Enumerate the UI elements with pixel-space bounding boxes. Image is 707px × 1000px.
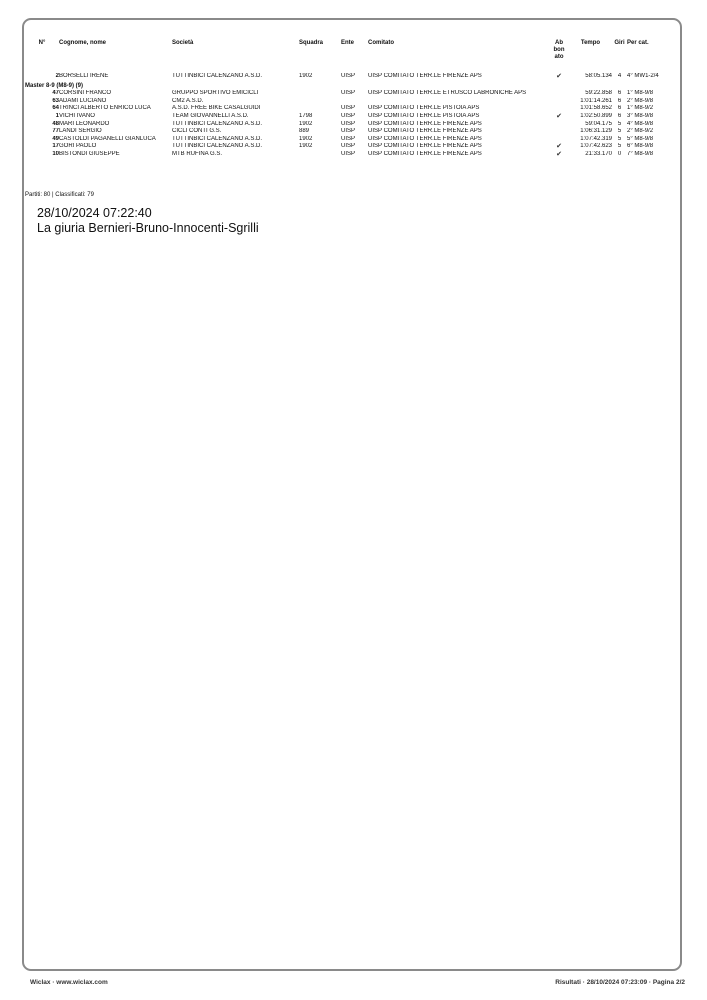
cell-committee: UISP COMITATO TERR.LE FIRENZE APS	[368, 143, 482, 150]
header-name: Cognome, nome	[59, 40, 107, 46]
cell-ente: UISP	[341, 120, 356, 127]
table-header-row	[25, 40, 685, 61]
cell-club: A.S.D. FREE BIKE CASALGUIDI	[172, 105, 261, 112]
cell-ente: UISP	[341, 73, 356, 79]
cell-ente: UISP	[341, 105, 356, 112]
results-table	[25, 40, 685, 159]
cell-abbonato	[549, 105, 569, 113]
cell-team: 889	[299, 128, 310, 135]
page-border	[22, 18, 682, 971]
cell-ente: UISP	[341, 90, 356, 97]
result-row	[25, 128, 685, 136]
header-ente: Ente	[341, 40, 355, 46]
cell-name: LANDI SERGIO	[59, 128, 102, 135]
cell-percat: 6° M8-9/8	[627, 143, 654, 150]
cell-time: 1:07:42.623	[580, 143, 612, 150]
cell-club: CICLI CONTI G.S.	[172, 128, 222, 135]
cell-num: 48	[52, 120, 59, 127]
result-row	[25, 121, 685, 129]
header-percat: Per cat.	[627, 40, 649, 46]
cell-name: MARI LEONARDO	[59, 120, 110, 127]
footer-page-info: Risultati · 28/10/2024 07:23:09 · Pagina 2/2	[555, 979, 685, 986]
cell-committee: UISP COMITATO TERR.LE ETRUSCO LABRONICHE APS	[368, 90, 527, 97]
cell-committee: UISP COMITATO TERR.LE FIRENZE APS	[368, 128, 482, 135]
checkmark-icon: ✔	[556, 112, 562, 120]
cell-team	[299, 90, 341, 98]
cell-name: ADAMI LUCIANO	[59, 97, 107, 104]
cell-team: 1902	[299, 143, 313, 150]
checkmark-icon: ✔	[556, 150, 562, 158]
cell-team: 1902	[299, 73, 313, 79]
cell-name: CASTOLDI PAGANELLI GIANLUCA	[59, 135, 156, 142]
cell-club: GRUPPO SPORTIVO EMICICLI	[172, 90, 259, 97]
cell-team: 1902	[299, 135, 313, 142]
cell-committee: UISP COMITATO TERR.LE FIRENZE APS	[368, 120, 482, 127]
cell-abbonato	[549, 121, 569, 129]
cell-name: GORI PAOLO	[59, 143, 97, 150]
cell-num: 1	[55, 112, 59, 119]
cell-team	[299, 105, 341, 113]
cell-name: TRINCI ALBERTO ENRICO LUCA	[59, 105, 151, 112]
result-row	[25, 151, 685, 159]
header-committee: Comitato	[368, 40, 394, 46]
result-row	[25, 113, 685, 121]
cell-laps: 0	[617, 150, 622, 157]
cell-abbonato	[549, 98, 569, 106]
cell-time: 1:06:31.129	[580, 128, 612, 135]
cell-club: CM2 A.S.D.	[172, 97, 204, 104]
cell-name: CORSINI FRANCO	[59, 90, 112, 97]
cell-percat: 2° M8-9/8	[627, 97, 654, 104]
participants-summary: Partiti: 80 | Classificati: 79	[25, 192, 94, 198]
cell-club: TEAM GIOVANNELLI A.S.D.	[172, 112, 249, 119]
cell-time: 1:01:58.652	[580, 105, 612, 112]
cell-laps: 5	[617, 135, 622, 142]
cell-ente: UISP	[341, 128, 356, 135]
cell-committee: UISP COMITATO TERR.LE FIRENZE APS	[368, 73, 482, 79]
cell-abbonato	[549, 151, 569, 159]
results-category-rows	[25, 90, 685, 158]
header-abbonato: Ab bon ato	[553, 40, 565, 60]
cell-committee: UISP COMITATO TERR.LE FIRENZE APS	[368, 135, 482, 142]
cell-club: MTB RUFINA G.S.	[172, 150, 223, 157]
cell-time: 1:02:50.899	[580, 112, 612, 119]
cell-laps: 6	[617, 90, 622, 97]
cell-committee: UISP COMITATO TERR.LE FIRENZE APS	[368, 150, 482, 157]
result-row	[25, 98, 685, 106]
cell-abbonato	[549, 143, 569, 151]
header-num: N°	[38, 40, 46, 46]
category-heading: Master 8-9 (M8-9) (9)	[25, 82, 84, 89]
result-row	[25, 73, 685, 81]
cell-laps: 6	[617, 112, 622, 119]
cell-ente: UISP	[341, 143, 356, 150]
cell-committee	[368, 98, 549, 106]
cell-time: 21:33.170	[585, 150, 612, 157]
header-team: Squadra	[299, 40, 324, 46]
cell-percat: 4° MW1-2/4	[627, 73, 659, 79]
cell-laps: 5	[617, 143, 622, 150]
result-row	[25, 90, 685, 98]
cell-ente: UISP	[341, 112, 356, 119]
cell-abbonato	[549, 73, 569, 81]
cell-club: TUTTINBICI CALENZANO A.S.D.	[172, 135, 263, 142]
results-top-rows	[25, 73, 685, 81]
cell-percat: 5° M8-9/8	[627, 135, 654, 142]
cell-percat: 7° M8-9/8	[627, 150, 654, 157]
result-row	[25, 143, 685, 151]
cell-time: 59:04.175	[585, 120, 612, 127]
cell-ente	[341, 98, 368, 106]
cell-committee: UISP COMITATO TERR.LE PISTOIA APS	[368, 112, 480, 119]
cell-percat: 2° M8-9/2	[627, 128, 654, 135]
stamp-datetime: 28/10/2024 07:22:40	[37, 206, 152, 220]
cell-num: 63	[52, 97, 59, 104]
cell-name: BORSELLI IRENE	[59, 73, 109, 79]
cell-num: 17	[52, 143, 59, 150]
checkmark-icon: ✔	[556, 73, 562, 80]
result-row	[25, 105, 685, 113]
cell-team	[299, 98, 341, 106]
cell-abbonato	[549, 128, 569, 136]
cell-abbonato	[549, 136, 569, 144]
cell-abbonato	[549, 90, 569, 98]
cell-club: TUTTINBICI CALENZANO A.S.D.	[172, 120, 263, 127]
cell-num: 2	[55, 73, 59, 79]
cell-laps: 5	[617, 120, 622, 127]
cell-time: 1:01:14.261	[580, 97, 612, 104]
cell-num: 77	[52, 128, 59, 135]
cell-num: 64	[52, 105, 59, 112]
cell-team: 1798	[299, 112, 313, 119]
cell-committee: UISP COMITATO TERR.LE PISTOIA APS	[368, 105, 480, 112]
cell-laps: 5	[617, 128, 622, 135]
cell-time: 58:05.134	[585, 73, 612, 79]
cell-ente: UISP	[341, 135, 356, 142]
cell-team	[299, 151, 341, 159]
cell-club: TUTTINBICI CALENZANO A.S.D.	[172, 73, 263, 79]
cell-name: VICHI IVANO	[59, 112, 95, 119]
cell-name: BISTONDI GIUSEPPE	[59, 150, 120, 157]
cell-laps: 6	[617, 97, 622, 104]
cell-percat: 4° M8-9/8	[627, 120, 654, 127]
results-table-container	[25, 40, 685, 159]
header-time: Tempo	[580, 40, 601, 46]
cell-num: 47	[52, 90, 59, 97]
category-section	[25, 81, 685, 91]
cell-laps: 6	[617, 105, 622, 112]
checkmark-icon: ✔	[556, 143, 562, 151]
jury-stamp	[37, 206, 259, 236]
cell-club: TUTTINBICI CALENZANO A.S.D.	[172, 143, 263, 150]
cell-time: 1:07:42.319	[580, 135, 612, 142]
stamp-jury: La giuria Bernieri-Bruno-Innocenti-Sgrilli	[37, 221, 259, 235]
header-laps: Giri	[614, 40, 625, 46]
cell-time: 59:22.858	[585, 90, 612, 97]
cell-percat: 1° M8-9/8	[627, 90, 654, 97]
cell-num: 10	[52, 150, 59, 157]
cell-ente: UISP	[341, 150, 356, 157]
cell-percat: 1° M8-9/2	[627, 105, 654, 112]
cell-abbonato	[549, 113, 569, 121]
header-club: Società	[172, 40, 194, 46]
cell-laps: 4	[617, 73, 622, 79]
footer-brand: Wiclax · www.wiclax.com	[30, 979, 108, 986]
cell-team: 1902	[299, 120, 313, 127]
cell-percat: 3° M8-9/8	[627, 112, 654, 119]
result-row	[25, 136, 685, 144]
cell-num: 49	[52, 135, 59, 142]
